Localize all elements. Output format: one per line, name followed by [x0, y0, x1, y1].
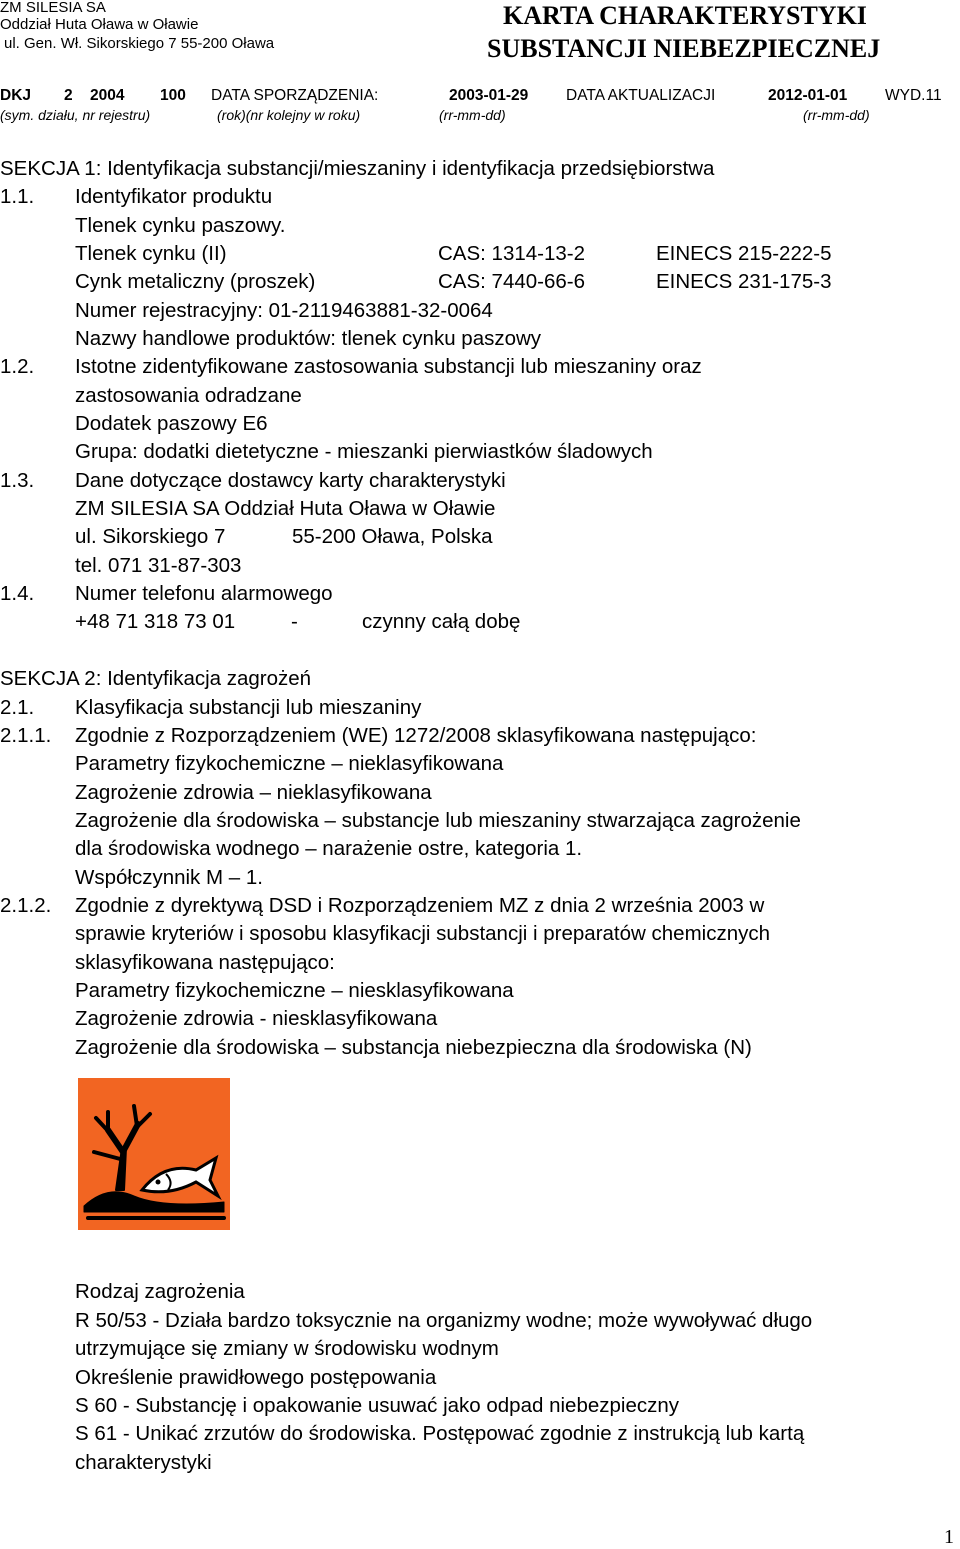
s-phrase-cont: charakterystyki — [75, 1451, 212, 1474]
meta-dkj: DKJ — [0, 87, 32, 104]
company-address: ul. Gen. Wł. Sikorskiego 7 55-200 Oława — [4, 35, 275, 52]
classification-line: Zagrożenie zdrowia - niesklasyfikowana — [75, 1007, 438, 1030]
supplier-city: 55-200 Oława, Polska — [292, 525, 493, 548]
procedure-label: Określenie prawidłowego postępowania — [75, 1366, 437, 1389]
classification-line: Parametry fizykochemiczne – nieklasyfikowana — [75, 752, 504, 775]
item-number: 2.1. — [0, 696, 35, 719]
component-einecs: EINECS 215-222-5 — [656, 242, 832, 265]
item-title-cont: sprawie kryteriów i sposobu klasyfikacji substancji i preparatów chemicznych — [75, 922, 770, 945]
meta-number: 100 — [160, 87, 186, 104]
company-branch: Oddział Huta Oława w Oławie — [0, 16, 199, 33]
meta-updated-label: DATA AKTUALIZACJI — [566, 87, 716, 104]
supplier-street: ul. Sikorskiego 7 — [75, 525, 226, 548]
component-name: Cynk metaliczny (proszek) — [75, 270, 316, 293]
component-name: Tlenek cynku (II) — [75, 242, 227, 265]
item-title: Zgodnie z dyrektywą DSD i Rozporządzeniem MZ z dnia 2 września 2003 w — [75, 894, 765, 917]
item-number: 1.3. — [0, 469, 35, 492]
item-title: Istotne zidentyfikowane zastosowania substancji lub mieszaniny oraz — [75, 355, 702, 378]
item-number: 1.4. — [0, 582, 35, 605]
item-number: 2.1.2. — [0, 894, 52, 917]
item-number: 2.1.1. — [0, 724, 52, 747]
component-cas: CAS: 7440-66-6 — [438, 270, 586, 293]
item-title: Dane dotyczące dostawcy karty charakterystyki — [75, 469, 506, 492]
item-title: Zgodnie z Rozporządzeniem (WE) 1272/2008 sklasyfikowana następująco: — [75, 724, 757, 747]
s-phrase: S 60 - Substancję i opakowanie usuwać jako odpad niebezpieczny — [75, 1394, 679, 1417]
s-phrase: S 61 - Unikać zrzutów do środowiska. Postępować zgodnie z instrukcją lub kartą — [75, 1422, 805, 1445]
emergency-hours: czynny całą dobę — [362, 610, 521, 633]
doc-title-line2: SUBSTANCJI NIEBEZPIECZNEJ — [487, 34, 881, 63]
meta-sub-year: (rok)(nr kolejny w roku) — [217, 107, 361, 123]
doc-title-line1: KARTA CHARAKTERYSTYKI — [503, 1, 867, 30]
section-1-heading: SEKCJA 1: Identyfikacja substancji/mieszaniny i identyfikacja przedsiębiorstwa — [0, 157, 715, 180]
use-line: Dodatek paszowy E6 — [75, 412, 268, 435]
meta-sub-updated: (rr-mm-dd) — [803, 107, 870, 123]
meta-sub-dept: (sym. działu, nr rejestru) — [0, 107, 151, 123]
item-number: 1.1. — [0, 185, 35, 208]
meta-created-label: DATA SPORZĄDZENIA: — [211, 87, 379, 104]
emergency-dash: - — [291, 610, 298, 633]
meta-updated-date: 2012-01-01 — [768, 87, 848, 104]
component-cas: CAS: 1314-13-2 — [438, 242, 586, 265]
meta-year: 2004 — [90, 87, 125, 104]
meta-created-date: 2003-01-29 — [449, 87, 529, 104]
page-number: 1 — [944, 1526, 954, 1548]
meta-dept: 2 — [64, 87, 73, 104]
hazard-type-label: Rodzaj zagrożenia — [75, 1280, 245, 1303]
classification-line: Zagrożenie zdrowia – nieklasyfikowana — [75, 781, 432, 804]
r-phrase: R 50/53 - Działa bardzo toksycznie na organizmy wodne; może wywoływać długo — [75, 1309, 813, 1332]
component-einecs: EINECS 231-175-3 — [656, 270, 832, 293]
classification-line: Zagrożenie dla środowiska – substancje lub mieszaniny stwarzająca zagrożenie — [75, 809, 801, 832]
item-number: 1.2. — [0, 355, 35, 378]
dead-tree-fish-icon — [78, 1078, 230, 1230]
supplier-phone: tel. 071 31-87-303 — [75, 554, 242, 577]
classification-line: dla środowiska wodnego – narażenie ostre, kategoria 1. — [75, 837, 583, 860]
registration-number: Numer rejestracyjny: 01-2119463881-32-0064 — [75, 299, 493, 322]
meta-sub-created: (rr-mm-dd) — [439, 107, 506, 123]
use-line: Grupa: dodatki dietetyczne - mieszanki pierwiastków śladowych — [75, 440, 653, 463]
section-2-heading: SEKCJA 2: Identyfikacja zagrożeń — [0, 667, 312, 690]
item-title: Klasyfikacja substancji lub mieszaniny — [75, 696, 422, 719]
item-title-cont: sklasyfikowana następująco: — [75, 951, 335, 974]
product-name: Tlenek cynku paszowy. — [75, 214, 286, 237]
r-phrase-cont: utrzymujące się zmiany w środowisku wodnym — [75, 1337, 499, 1360]
classification-line: Zagrożenie dla środowiska – substancja niebezpieczna dla środowiska (N) — [75, 1036, 752, 1059]
classification-line: Parametry fizykochemiczne – niesklasyfikowana — [75, 979, 514, 1002]
item-title: Identyfikator produktu — [75, 185, 273, 208]
classification-line: Współczynnik M – 1. — [75, 866, 263, 889]
item-title-cont: zastosowania odradzane — [75, 384, 302, 407]
item-title: Numer telefonu alarmowego — [75, 582, 333, 605]
trade-names: Nazwy handlowe produktów: tlenek cynku paszowy — [75, 327, 542, 350]
emergency-phone: +48 71 318 73 01 — [75, 610, 236, 633]
company-name: ZM SILESIA SA — [0, 0, 106, 16]
meta-version: WYD.11 — [885, 87, 942, 104]
supplier-name: ZM SILESIA SA Oddział Huta Oława w Oławie — [75, 497, 496, 520]
